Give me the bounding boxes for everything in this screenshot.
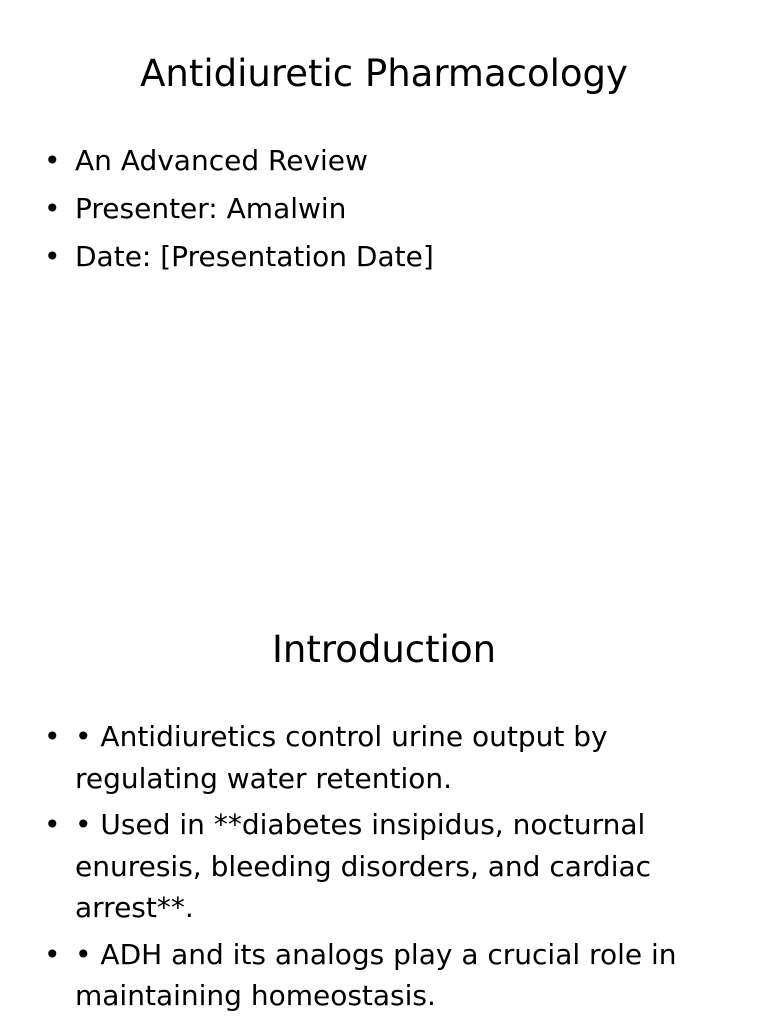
bullet-list [44,140,684,284]
list-item [44,716,684,799]
list-item [44,804,684,929]
bullet-text: An Advanced Review [75,144,368,177]
bullet-text: • Antidiuretics control urine output by regulating water retention. [75,720,608,795]
bullet-text: Date: [Presentation Date] [75,240,434,273]
slide-title: Introduction [271,628,497,671]
bullet-text: • ADH and its analogs play a crucial role in maintaining homeostasis. [75,937,677,1012]
slide-introduction [0,576,768,1024]
bullet-list [44,716,684,1022]
list-item [44,934,684,1017]
bullet-icon: • [44,144,61,177]
list-item [44,188,684,229]
bullet-icon: • [44,937,61,971]
slide-title: Antidiuretic Pharmacology [140,52,628,95]
bullet-icon: • [44,192,61,225]
bullet-text: Presenter: Amalwin [75,192,347,225]
bullet-icon: • [44,720,61,753]
list-item [44,140,684,181]
list-item [44,236,684,277]
bullet-text: • Used in **diabetes insipidus, nocturnal enuresis, bleeding disorders, and cardiac arrest**. [75,808,652,924]
bullet-icon: • [44,240,61,273]
bullet-icon: • [44,808,61,841]
